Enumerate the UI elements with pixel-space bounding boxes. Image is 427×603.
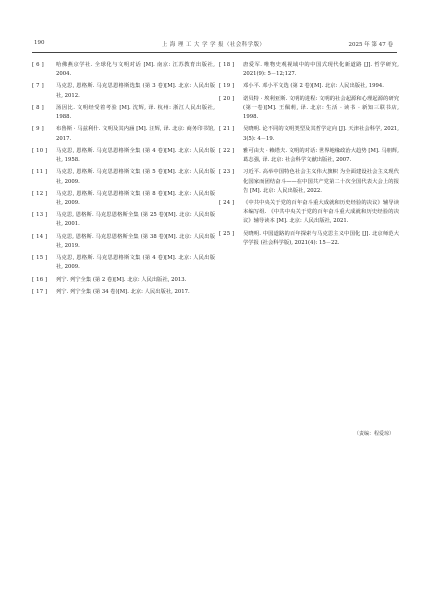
reference-text: 马克思, 恩格斯. 马克思恩格斯文集 (第 5 卷)[M]. 北京: 人民出版社, 2009. (56, 169, 215, 185)
reference-number: [ 19 ] (219, 83, 235, 90)
reference-number: [ 7 ] (32, 83, 44, 90)
reference-item (32, 254, 215, 272)
reference-number: [ 21 ] (219, 126, 235, 133)
reference-number: [ 20 ] (219, 95, 235, 102)
reference-text: 雅可由夫 · 赖塔夫. 文明的对话: 世界地缘政治大趋势 [M]. 马朋辉, 葛志强, 译. 北京: 社会科学文献出版社, 2007. (243, 147, 399, 164)
reference-number: [ 8 ] (32, 104, 44, 111)
reference-item (219, 147, 399, 165)
reference-number: [ 14 ] (32, 233, 48, 240)
reference-item (32, 233, 215, 251)
reference-text: 马克思, 恩格斯. 马克思恩格斯文集 (第 4 卷)[M]. 北京: 人民出版社, 2009. (56, 255, 215, 271)
reference-number: [ 11 ] (32, 169, 48, 176)
reference-number: [ 13 ] (32, 212, 48, 219)
reference-text: 习近平. 高举中国特色社会主义伟大旗帜 为全面建设社会主义现代化国家而团结奋斗——在中国共产党第二十次全国代表大会上的报告 [M]. 北京: 人民出版社, 2022. (243, 169, 399, 194)
reference-text: 唐爱军. 唯物史观视域中的中国式现代化新道路 [J]. 哲学研究, 2021(9): 5－12;127. (243, 62, 399, 78)
reference-number: [ 18 ] (219, 62, 235, 68)
reference-item (219, 199, 399, 226)
reference-number: [ 24 ] (219, 200, 235, 206)
reference-item (32, 211, 215, 229)
reference-item (32, 168, 215, 186)
volume-info: 2025 年 第 47 卷 (348, 42, 393, 48)
header-rule (32, 52, 397, 53)
reference-item (32, 276, 215, 285)
reference-item (219, 230, 399, 248)
reference-text: 《中共中央关于党的百年奋斗重大成就和历史经验的决议》辅导读本编写组. 《中共中央关于党的百年奋斗重大成就和历史经验的决议》辅导读本 [M]. 北京: 人民出版社, 2021. (243, 200, 399, 225)
reference-text: 列宁. 列宁全集 (第 2 卷)[M]. 北京: 人民出版社, 2013. (56, 276, 187, 283)
reference-number: [ 6 ] (32, 62, 44, 68)
reference-text: 吴晓明. 论不同的文明类型及其哲学定向 [J]. 天津社会科学, 2021, 3(5): 4－19. (243, 126, 399, 142)
reference-item (32, 288, 215, 297)
reference-item (219, 168, 399, 195)
reference-number: [ 25 ] (219, 230, 235, 237)
reference-text: 马克思, 恩格斯. 马克思恩格斯全集 (第 4 卷)[M]. 北京: 人民出版社, 1958. (56, 147, 215, 164)
reference-text: 哈佛燕京学社. 全球化与文明对话 [M]. 南京: 江苏教育出版社, 2004. (56, 62, 215, 78)
references-left-column (32, 61, 215, 301)
reference-item (219, 61, 399, 79)
reference-text: 诺贝特 · 埃利亚斯. 文明的进程: 文明的社会起源和心理起源的研究 (第一卷)[M]. 王佩莉, 译. 北京: 生活 · 读书 · 新知三联书店, 1998. (243, 95, 399, 121)
reference-number: [ 17 ] (32, 289, 48, 296)
reference-text: 马克思, 恩格斯. 马克思恩格斯全集 (第 25 卷)[M]. 北京: 人民出版社, 2001. (56, 212, 215, 228)
reference-item (219, 82, 399, 91)
reference-number: [ 10 ] (32, 147, 48, 154)
reference-text: 邓小平. 邓小平文选 (第 2 卷)[M]. 北京: 人民出版社, 1994. (243, 83, 384, 90)
reference-text: 吴晓明. 中国道路的百年探索与马克思主义中国化 [J]. 北京师范大学学报 (社会科学版), 2021(4): 15－22. (243, 230, 399, 246)
running-header (30, 40, 397, 50)
reference-item (32, 147, 215, 165)
reference-number: [ 15 ] (32, 255, 48, 262)
reference-item (32, 61, 215, 79)
reference-text: 布鲁斯 · 马兹利什. 文明及其内涵 [M]. 汪辉, 译. 北京: 商务印书馆, 2017. (56, 126, 215, 142)
reference-item (32, 125, 215, 143)
reference-number: [ 12 ] (32, 190, 48, 197)
reference-text: 列宁. 列宁全集 (第 34 卷)[M]. 北京: 人民出版社, 2017. (56, 289, 190, 296)
references-right-column (219, 61, 399, 251)
reference-number: [ 16 ] (32, 276, 48, 283)
editor-note: （责编：程爱琼） (353, 431, 394, 437)
reference-text: 马克思, 恩格斯. 马克思恩格斯选集 (第 3 卷)[M]. 北京: 人民出版社, 2012. (56, 83, 215, 99)
reference-text: 马克思, 恩格斯. 马克思恩格斯全集 (第 38 卷)[M]. 北京: 人民出版社, 2019. (56, 233, 215, 249)
reference-text: 马克思, 恩格斯. 马克思恩格斯文集 (第 8 卷)[M]. 北京: 人民出版社, 2009. (56, 190, 215, 206)
reference-number: [ 23 ] (219, 169, 235, 176)
reference-number: [ 22 ] (219, 147, 235, 154)
reference-number: [ 9 ] (32, 126, 44, 133)
reference-item (32, 82, 215, 100)
reference-item (219, 95, 399, 122)
reference-item (219, 125, 399, 143)
reference-text: 汤因比. 文明经受着考验 [M]. 沈辉, 译. 杭州: 浙江人民出版社, 1988. (56, 104, 215, 121)
reference-item (32, 104, 215, 122)
page-number: 190 (34, 40, 45, 46)
journal-title: 上 海 理 工 大 学 学 报（社会科学版） (161, 42, 266, 48)
reference-item (32, 190, 215, 208)
